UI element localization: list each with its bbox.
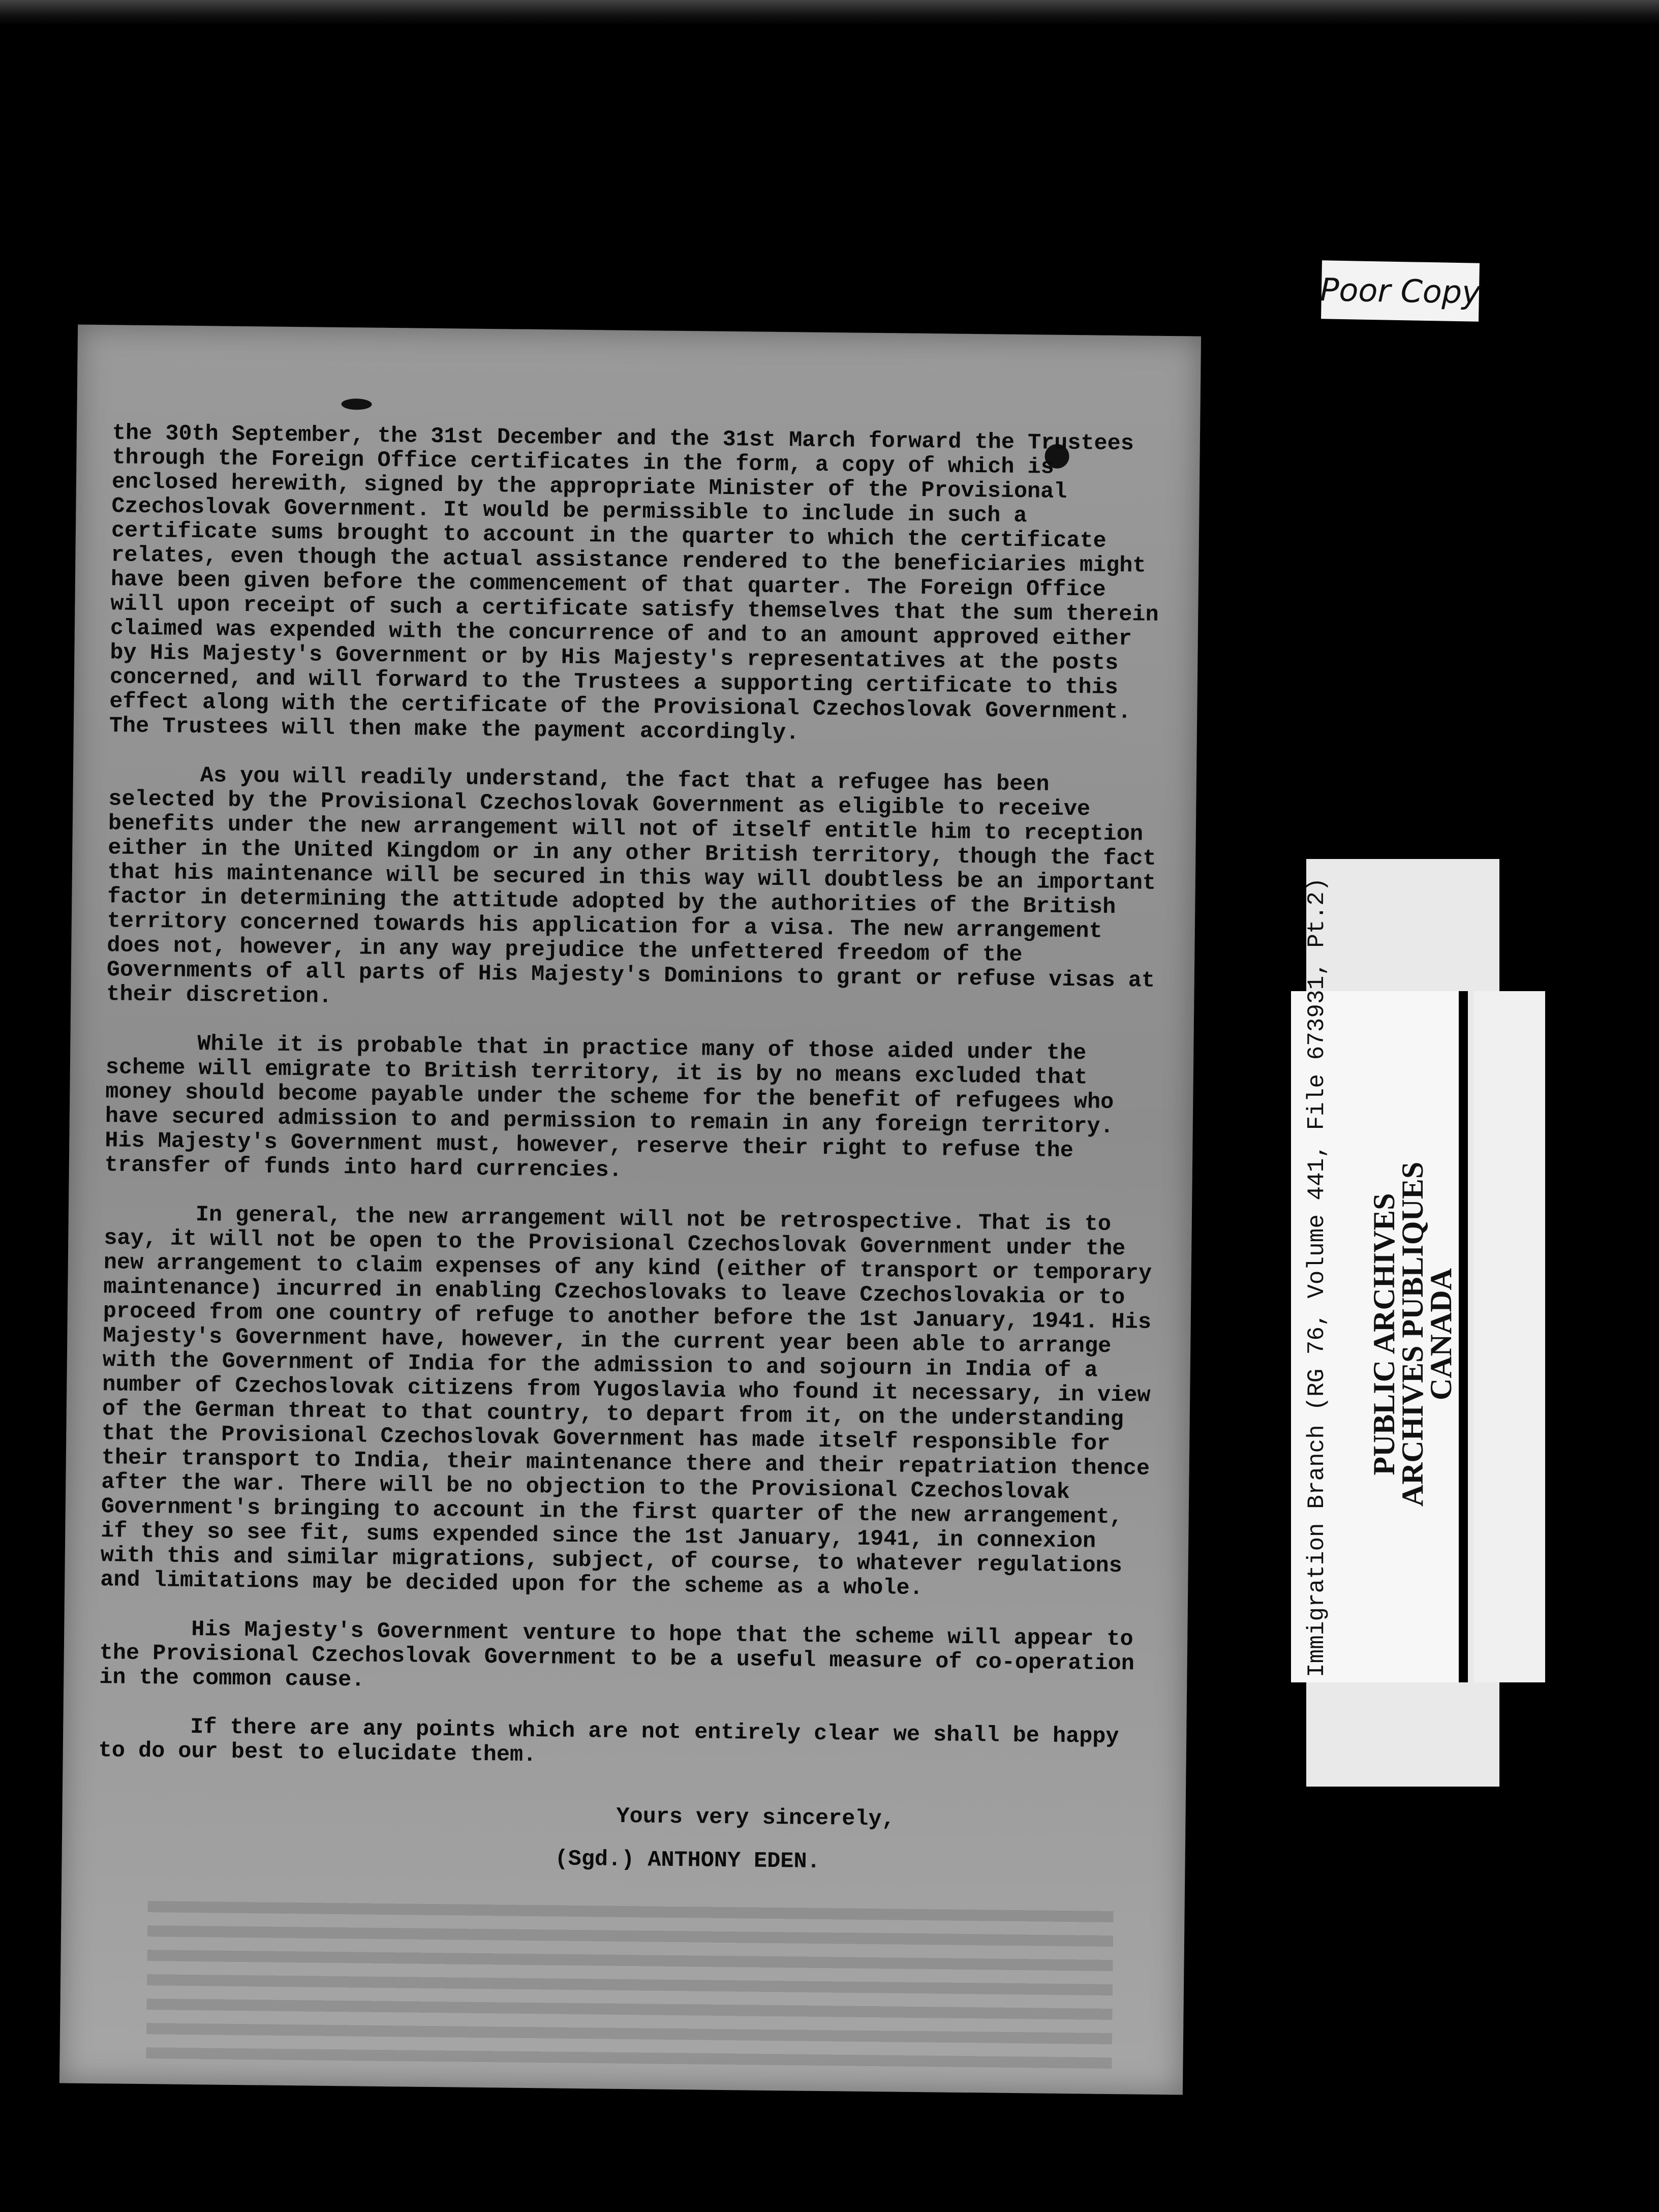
paragraph-visa-discretion: As you will readily understand, the fact that a refugee has been selected by the Provisional Czechoslovak Government as eligible to receive benefits under the new arrangement will not of itself entitle him to reception either in the United Kingdom or in any other British territory, though the fact that his maintenance will be secured in this way will doubtless be an important factor in determining the attitude adopted by the authorities of the British territory concerned towards his application for a visa. The new arrangement does not, however, in any way prejudice the unfettered freedom of the Governments of all parts of His Majesty's Dominions to grant or refuse visas at their discretion. (106, 763, 1156, 1009)
letter-body (98, 421, 1170, 1799)
ink-spot (341, 398, 372, 410)
archives-line-1: PUBLIC ARCHIVES (1367, 1193, 1401, 1476)
archives-line-2: ARCHIVES PUBLIQUES (1396, 1161, 1429, 1507)
poor-copy-tag: Poor Copy (1321, 260, 1480, 321)
closing-salutation: Yours very sincerely, (616, 1804, 895, 1832)
scanner-edge (0, 0, 1659, 25)
paragraph-retrospective: In general, the new arrangement will not be retrospective. That is to say, it will not be open to the Provisional Czechoslovak Government under the new arrangement to claim expenses of any kind (either of transport or temporary maintenance) incurred in enabling Czechoslovaks to leave Czechoslovakia or to proceed from one country of refuge to another before the 1st January, 1941. His Majesty's Government have, however, in the current year been able to arrange with the Government of India for the admission to and sojourn in India of a number of Czechoslovak citizens from Yugoslavia who found it necessary, in view of the German threat to that country, to depart from it, on the understanding that the Provisional Czechoslovak Government has made itself responsible for their transport to India, their maintenance there and their repatriation thence after the war. There will be no objection to the Provisional Czechoslovak Government's bringing to account in the first quarter of the new arrangement, if they so see fit, sums expended since the 1st January, 1941, in connexion with this and similar migrations, subject, of course, to whatever regulations and limitations may be decided upon for the scheme as a whole. (100, 1203, 1152, 1602)
archive-reference: Immigration Branch (RG 76, Volume 441, File 673931, Pt.2) (1304, 877, 1330, 1677)
paragraph-payment-certificates: the 30th September, the 31st December and the 31st March forward the Trustees through the Foreign Office certificates in the form, a copy of which is enclosed herewith, signed by the appropriate Minister of the Provisional Czechoslovak Government. It would be permissible to include in such a certificate sums brought to account in the quarter to which the certificate relates, even though the actual assistance rendered to the beneficiaries might have been given before the commencement of that quarter. The Foreign Office will upon receipt of such a certificate satisfy themselves that the sum therein claimed was expended with the concurrence of and to an amount approved either by His Majesty's Government or by His Majesty's representatives at the posts concerned, and will forward to the Trustees a supporting certificate to this effect along with the certificate of the Provisional Czechoslovak Government. The Trustees will then make the payment accordingly. (109, 421, 1159, 746)
paragraph-foreign-territory: While it is probable that in practice many of those aided under the scheme will emigrate to British territory, it is by no means excluded that money should become payable under the scheme for the benefit of refugees who have secured admission to and permission to remain in any foreign territory. His Majesty's Government must, however, reserve their right to refuse the transfer of funds into hard currencies. (104, 1032, 1114, 1183)
signature: (Sgd.) ANTHONY EDEN. (555, 1847, 820, 1875)
archives-line-3: CANADA (1424, 1268, 1458, 1400)
archive-label-tab (1474, 991, 1545, 1682)
paragraph-cooperation: His Majesty's Government venture to hope that the scheme will appear to the Provisional Czechoslovak Government to be a useful measure of co-operation in the common cause. (99, 1617, 1135, 1693)
bleed-through-text (146, 1891, 1113, 2069)
paragraph-clarification: If there are any points which are not entirely clear we shall be happy to do our best to elucidate them. (98, 1714, 1119, 1768)
letter-page (59, 325, 1201, 2095)
archives-stamp (1367, 1126, 1458, 1543)
